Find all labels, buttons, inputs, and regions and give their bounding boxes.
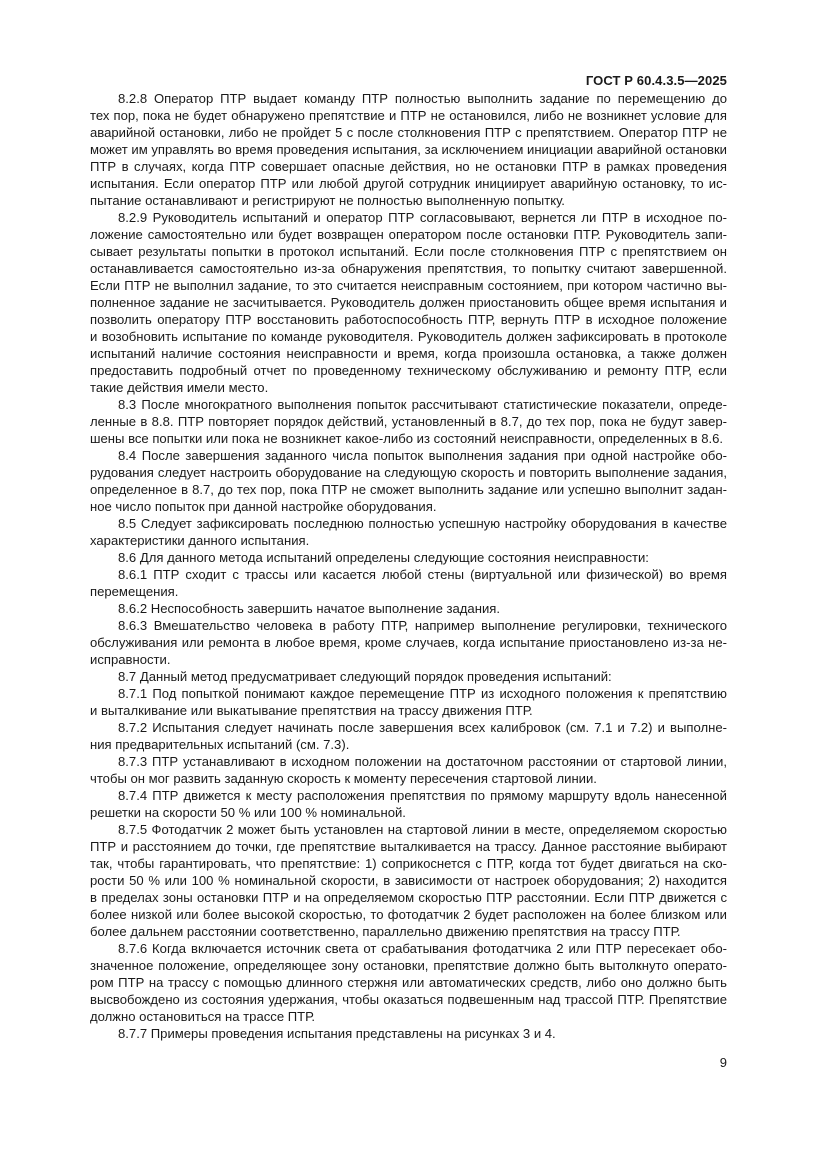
- paragraph-line: 8.7.4 ПТР движется к месту расположения препятствия по прямому маршруту вдоль нанесенной: [118, 788, 727, 803]
- paragraph-line: 8.6 Для данного метода испытаний определены следующие состояния неисправности:: [118, 550, 649, 565]
- paragraph-8-7-4: [90, 787, 727, 821]
- paragraph-line: 8.6.2 Неспособность завершить начатое выполнение задания.: [118, 601, 500, 616]
- paragraph-line: останавливается самостоятельно из-за обнаружения препятствия, то попытку считают завершенной.: [90, 261, 727, 276]
- paragraph-line: полненное задание не засчитывается. Руководитель должен приостановить общее время испытания и: [90, 295, 727, 310]
- paragraph-line: 8.6.1 ПТР сходит с трассы или касается любой стены (виртуальной или физической) во время: [118, 567, 727, 582]
- paragraph-8-4: [90, 447, 727, 515]
- paragraph-8-6-1: [90, 566, 727, 600]
- paragraph-line: 8.5 Следует зафиксировать последнюю полностью успешную настройку оборудования в качестве: [118, 516, 727, 531]
- paragraph-line: предоставить подробный отчет по проведенному техническому обслуживанию и ремонту ПТР, если: [90, 363, 727, 378]
- paragraph-line: должно остановиться на трассе ПТР.: [90, 1009, 316, 1024]
- paragraph-line: ром ПТР на трассу с помощью длинного стержня или автоматических средств, либо оно должно быть: [90, 975, 727, 990]
- paragraph-line: 8.7 Данный метод предусматривает следующий порядок проведения испытаний:: [118, 669, 612, 684]
- paragraph-line: 8.2.8 Оператор ПТР выдает команду ПТР полностью выполнить задание по перемещению до: [118, 91, 727, 106]
- paragraph-line: перемещения.: [90, 584, 179, 599]
- paragraph-line: более низкой или более высокой скоростью, то фотодатчик 2 будет расположен на более близком или: [90, 907, 727, 922]
- paragraph-line: 8.6.3 Вмешательство человека в работу ПТР, например выполнение регулировки, технического: [118, 618, 727, 633]
- paragraph-line: аварийной остановки, либо не пройдет 5 с после столкновения ПТР с препятствием. Оператор ПТР не: [90, 125, 727, 140]
- paragraph-8-2-8: [90, 90, 727, 209]
- paragraph-line: и возобновить испытание по команде руководителя. Руководитель должен зафиксировать в протоколе: [90, 329, 727, 344]
- paragraph-line: Если ПТР не выполнил задание, то это считается неисправным состоянием, при котором частично вы-: [90, 278, 727, 293]
- paragraph-8-5: [90, 515, 727, 549]
- paragraph-line: испытаний наличие состояния неисправности и время, когда произошла остановка, а также должен: [90, 346, 727, 361]
- paragraph-line: высвобождено из состояния удержания, чтобы оказаться подвешенным над трассой ПТР. Препятствие: [90, 992, 727, 1007]
- paragraph-line: рудования следует настроить оборудование на следующую скорость и повторить выполнение задания,: [90, 465, 727, 480]
- paragraph-8-3: [90, 396, 727, 447]
- paragraph-8-6-2: [90, 600, 727, 617]
- paragraph-line: пытание останавливают и регистрируют не полностью выполненную попытку.: [90, 193, 565, 208]
- paragraph-line: ленные в 8.8. ПТР повторяет порядок действий, установленный в 8.7, до тех пор, пока не будут завер-: [90, 414, 727, 429]
- paragraph-line: испытания. Если оператор ПТР или любой другой сотрудник инициирует аварийную остановку, то ис-: [90, 176, 727, 191]
- paragraph-line: 8.7.2 Испытания следует начинать после завершения всех калибровок (см. 7.1 и 7.2) и выполне-: [118, 720, 727, 735]
- paragraph-line: в пределах зоны остановки ПТР и на определяемом скоростью ПТР расстоянии. Если ПТР движется с: [90, 890, 727, 905]
- paragraph-8-6-3: [90, 617, 727, 668]
- paragraph-line: чтобы он мог развить заданную скорость к моменту пересечения стартовой линии.: [90, 771, 597, 786]
- document-body: [90, 90, 727, 1042]
- paragraph-line: решетки на скорости 50 % или 100 % номинальной.: [90, 805, 406, 820]
- paragraph-line: может им управлять во время проведения испытания, за исключением инициации аварийной остановки: [90, 142, 727, 157]
- paragraph-line: шены все попытки или пока не возникнет какое-либо из состояний неисправности, определенных в 8.6.: [90, 431, 724, 446]
- paragraph-line: 8.3 После многократного выполнения попыток рассчитывают статистические показатели, опреде-: [118, 397, 727, 412]
- paragraph-line: рости 50 % или 100 % номинальной скорости, в зависимости от настроек оборудования; 2) находится: [90, 873, 727, 888]
- paragraph-8-7-1: [90, 685, 727, 719]
- page-number: 9: [719, 1055, 727, 1070]
- paragraph-line: значенное положение, определяющее зону остановки, препятствие должно быть вытолкнуто операто-: [90, 958, 727, 973]
- paragraph-line: характеристики данного испытания.: [90, 533, 310, 548]
- paragraph-line: 8.4 После завершения заданного числа попыток выполнения задания при одной настройке обо-: [118, 448, 727, 463]
- standard-designation-header: ГОСТ Р 60.4.3.5—2025: [585, 73, 727, 88]
- paragraph-line: 8.2.9 Руководитель испытаний и оператор ПТР согласовывают, вернется ли ПТР в исходное по-: [118, 210, 727, 225]
- paragraph-8-7-2: [90, 719, 727, 753]
- paragraph-line: обслуживания или ремонта в любое время, кроме случаев, когда испытание приостановлено из-за не-: [90, 635, 727, 650]
- paragraph-8-7-3: [90, 753, 727, 787]
- paragraph-line: ное число попыток при данной настройке оборудования.: [90, 499, 437, 514]
- paragraph-line: 8.7.6 Когда включается источник света от срабатывания фотодатчика 2 или ПТР пересекает обо-: [118, 941, 727, 956]
- paragraph-8-6: [90, 549, 727, 566]
- paragraph-line: сывает результаты попытки в протокол испытаний. Если после столкновения ПТР с препятствием он: [90, 244, 727, 259]
- paragraph-line: 8.7.1 Под попыткой понимают каждое перемещение ПТР из исходного положения к препятствию: [118, 686, 727, 701]
- paragraph-8-2-9: [90, 209, 727, 396]
- paragraph-line: позволить оператору ПТР восстановить работоспособность ПТР, вернуть ПТР в исходное положение: [90, 312, 727, 327]
- paragraph-8-7: [90, 668, 727, 685]
- paragraph-line: ПТР в случаях, когда ПТР совершает опасные действия, но не остановки ПТР в рамках проведения: [90, 159, 727, 174]
- paragraph-line: такие действия имели место.: [90, 380, 269, 395]
- paragraph-line: и выталкивание или выкатывание препятствия на трассу движения ПТР.: [90, 703, 533, 718]
- paragraph-8-7-7: [90, 1025, 727, 1042]
- paragraph-8-7-6: [90, 940, 727, 1025]
- paragraph-line: более дальнем расстоянии соответственно, параллельно движению препятствия на трассу ПТР.: [90, 924, 681, 939]
- paragraph-line: исправности.: [90, 652, 171, 667]
- paragraph-line: ния предварительных испытаний (см. 7.3).: [90, 737, 350, 752]
- paragraph-line: так, чтобы гарантировать, что препятствие: 1) соприкоснется с ПТР, когда тот будет двигаться на ско-: [90, 856, 727, 871]
- paragraph-line: 8.7.7 Примеры проведения испытания представлены на рисунках 3 и 4.: [118, 1026, 556, 1041]
- paragraph-line: ПТР и расстоянием до точки, где препятствие выталкивается на трассу. Данное расстояние выбирают: [90, 839, 727, 854]
- paragraph-8-7-5: [90, 821, 727, 940]
- paragraph-line: 8.7.5 Фотодатчик 2 может быть установлен на стартовой линии в месте, определяемом скоростью: [118, 822, 727, 837]
- paragraph-line: тех пор, пока не будет обнаружено препятствие и ПТР не остановился, либо не возникнет условие для: [90, 108, 727, 123]
- paragraph-line: определенное в 8.7, до тех пор, пока ПТР не сможет выполнить задание или успешно выполнит задан-: [90, 482, 727, 497]
- paragraph-line: 8.7.3 ПТР устанавливают в исходном положении на достаточном расстоянии от стартовой линии,: [118, 754, 727, 769]
- paragraph-line: ложение самостоятельно или будет возвращен оператором после остановки ПТР. Руководитель запи-: [90, 227, 727, 242]
